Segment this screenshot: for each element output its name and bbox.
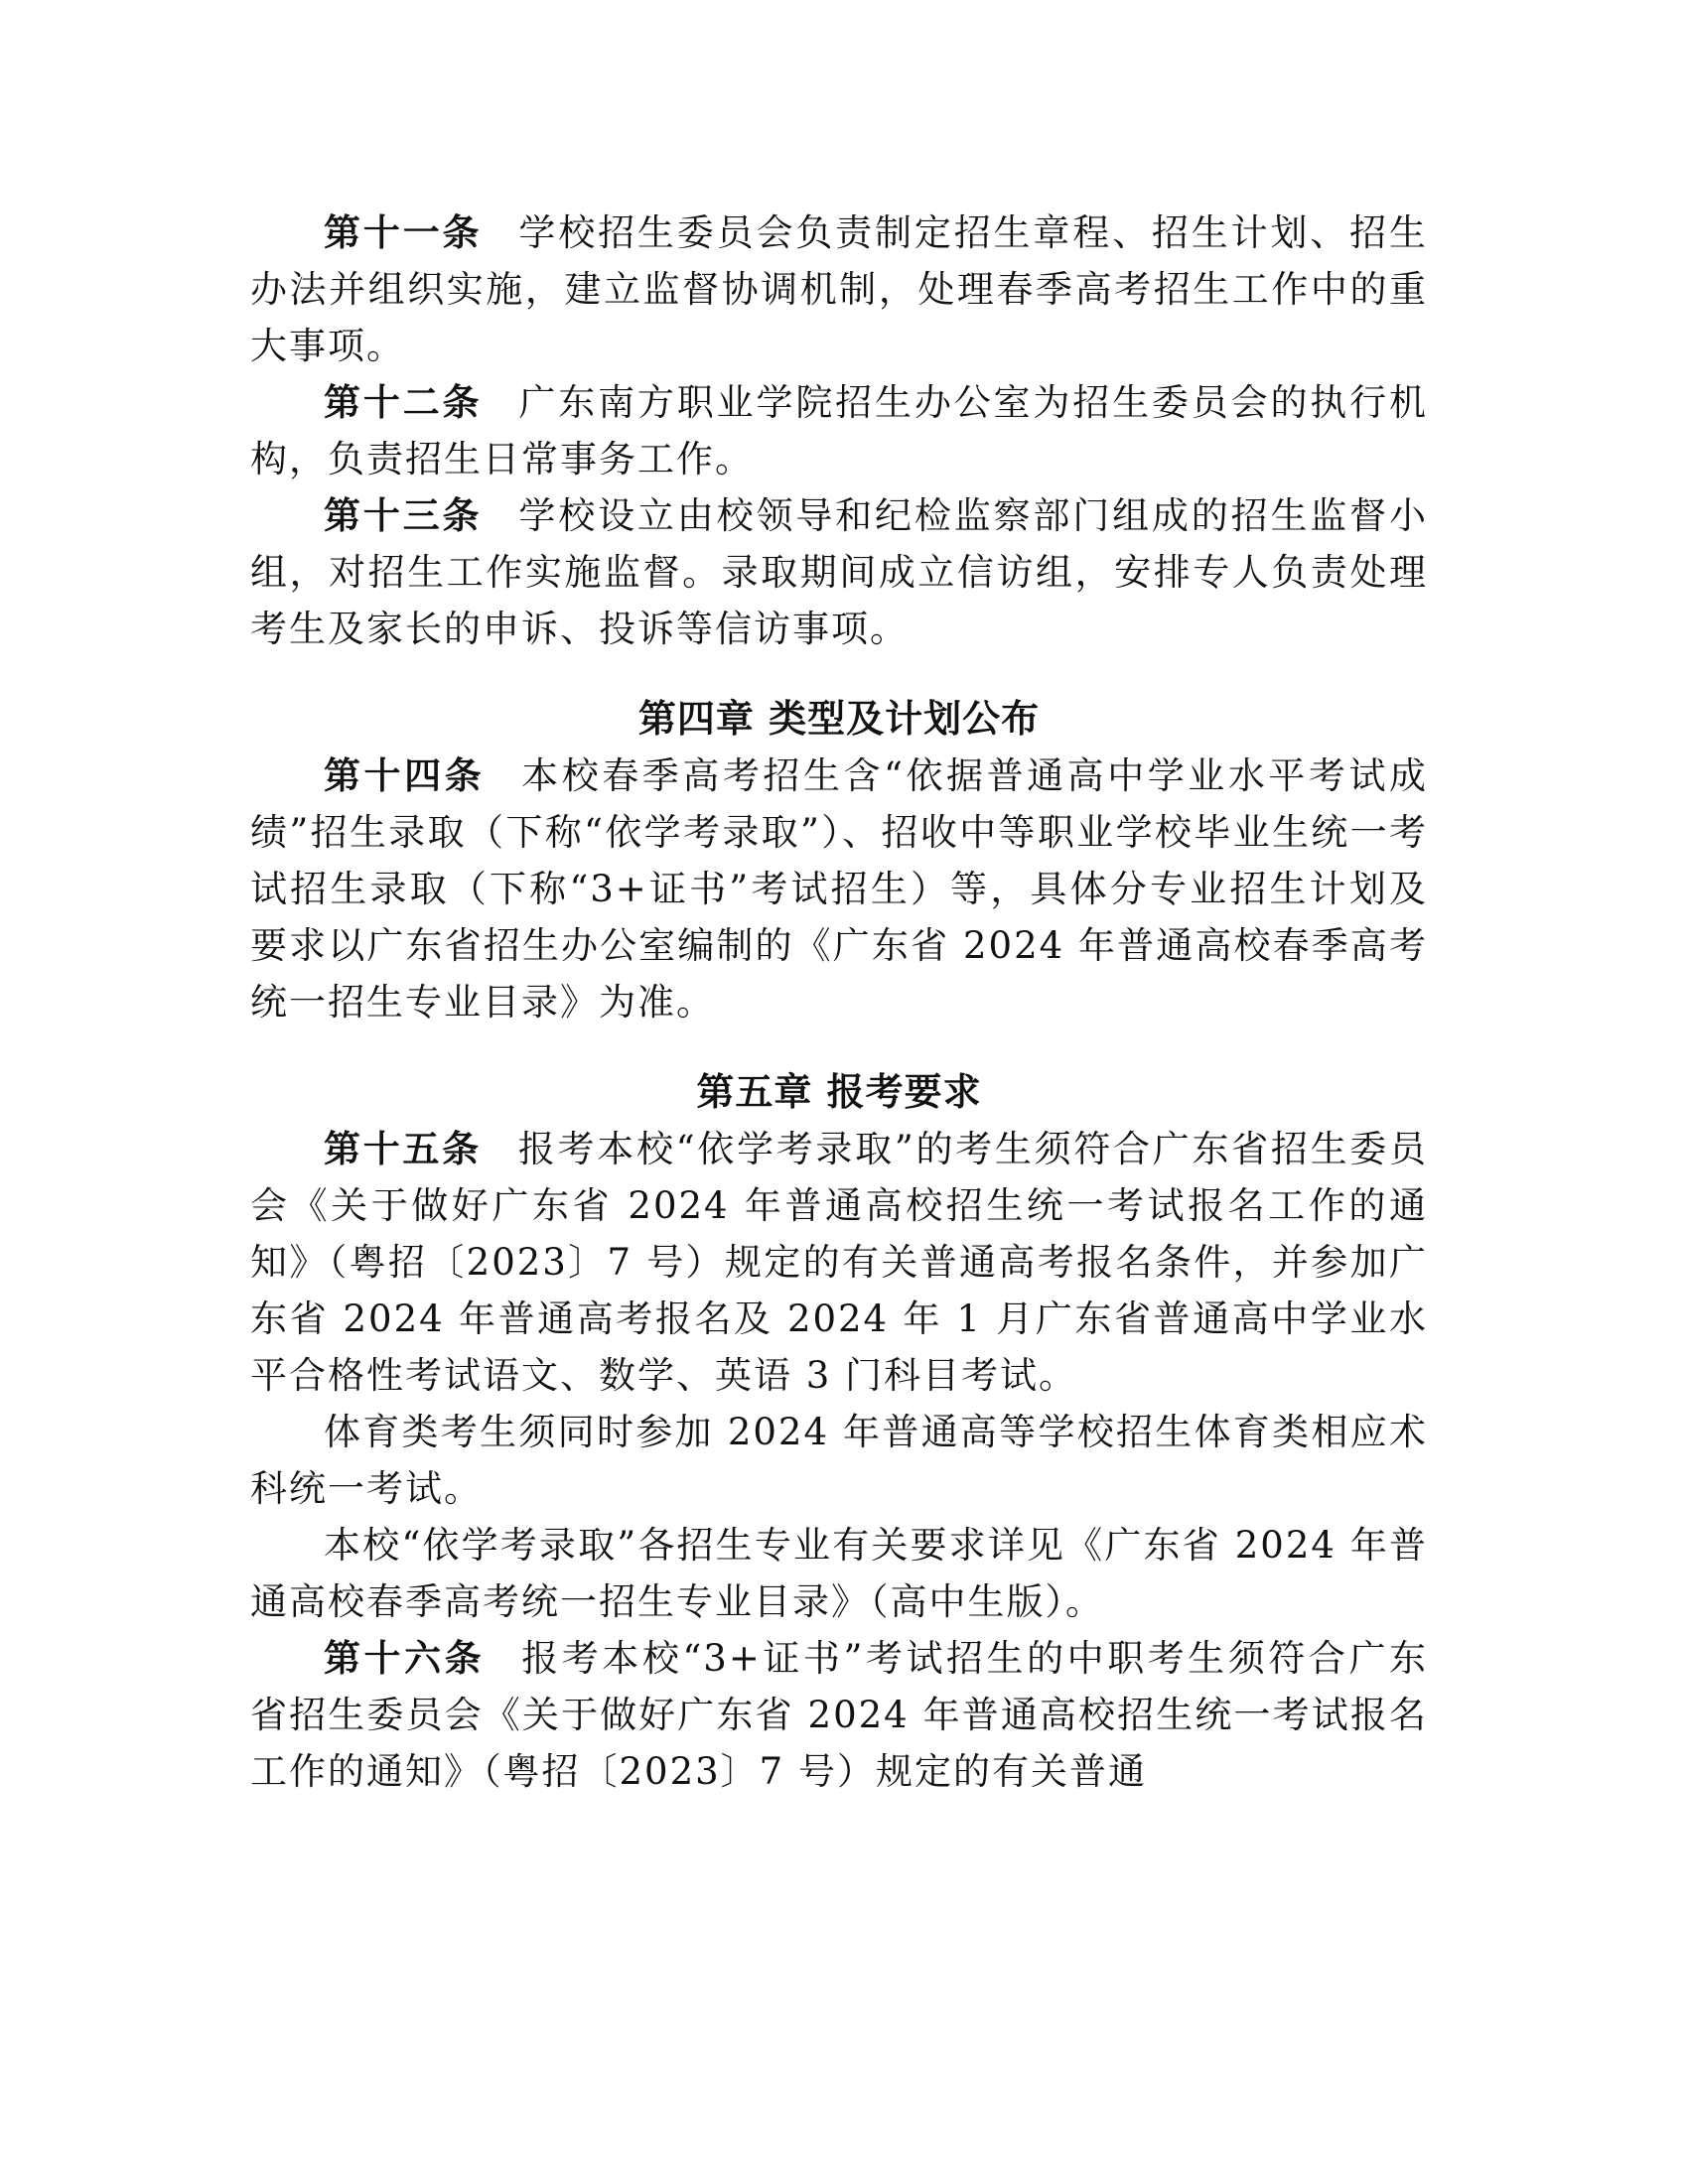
document-body bbox=[250, 205, 1428, 1800]
chapter-4-title: 第四章 类型及计划公布 bbox=[637, 697, 1041, 741]
article-14 bbox=[250, 748, 1428, 1030]
article-16-label: 第十六条 bbox=[324, 1637, 486, 1680]
article-12-text: 广东南方职业学院招生办公室为招生委员会的执行机构，负责招生日常事务工作。 bbox=[250, 381, 1429, 480]
article-14-text: 本校春季高考招生含“依据普通高中学业水平考试成绩”招生录取（下称“依学考录取”）、招收中等职业学校毕业生统一考试招生录取（下称“3+证书”考试招生）等，具体分专业招生计划及要求以广东省招生办公室编制的《广东省 2024 年普通高校春季高考统一招生专业目录》为准。 bbox=[250, 754, 1428, 1024]
article-14-label: 第十四条 bbox=[324, 754, 486, 797]
article-15-text: 报考本校“依学考录取”的考生须符合广东省招生委员会《关于做好广东省 2024 年普通高校招生统一考试报名工作的通知》（粤招〔2023〕7 号）规定的有关普通高考报名条件，并参加广东省 2024 年普通高考报名及 2024 年 1 月广东省普通高中学业水平合格性考试语文、数学、英语 3 门科目考试。 bbox=[250, 1128, 1428, 1397]
article-13-text: 学校设立由校领导和纪检监察部门组成的招生监督小组，对招生工作实施监督。录取期间成立信访组，安排专人负责处理考生及家长的申诉、投诉等信访事项。 bbox=[250, 494, 1429, 650]
article-13-label: 第十三条 bbox=[324, 494, 483, 537]
article-11 bbox=[250, 205, 1428, 374]
article-12-label: 第十二条 bbox=[324, 381, 483, 424]
chapter-5-title: 第五章 报考要求 bbox=[696, 1070, 982, 1114]
article-12 bbox=[250, 374, 1428, 487]
article-16-text: 报考本校“3+证书”考试招生的中职考生须符合广东省招生委员会《关于做好广东省 2024 年普通高校招生统一考试报名工作的通知》（粤招〔2023〕7 号）规定的有关普通 bbox=[250, 1637, 1429, 1793]
article-11-label: 第十一条 bbox=[324, 211, 483, 254]
article-11-text: 学校招生委员会负责制定招生章程、招生计划、招生办法并组织实施，建立监督协调机制，处理春季高考招生工作中的重大事项。 bbox=[250, 211, 1429, 367]
article-16 bbox=[250, 1630, 1428, 1800]
article-15 bbox=[250, 1121, 1428, 1404]
article-13 bbox=[250, 487, 1428, 657]
sports-exam-paragraph: 体育类考生须同时参加 2024 年普通高等学校招生体育类相应术科统一考试。 bbox=[250, 1411, 1428, 1510]
major-requirements-paragraph: 本校“依学考录取”各招生专业有关要求详见《广东省 2024 年普通高校春季高考统一招生专业目录》（高中生版）。 bbox=[250, 1524, 1428, 1623]
article-15-label: 第十五条 bbox=[324, 1128, 482, 1170]
